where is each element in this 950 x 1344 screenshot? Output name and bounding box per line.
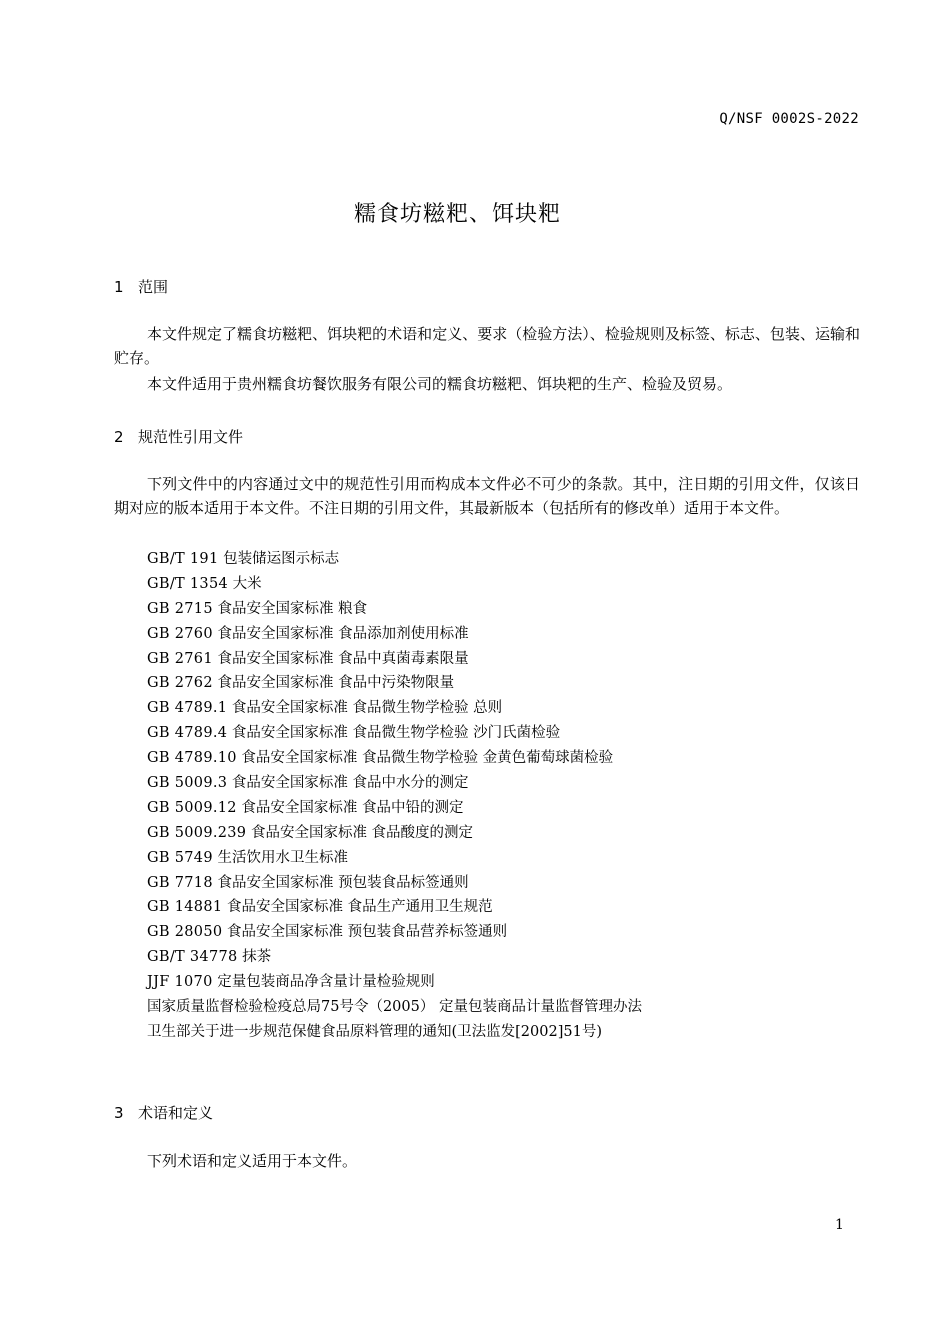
list-item xyxy=(147,696,642,721)
list-item xyxy=(147,647,642,672)
reference-code: GB 2761 xyxy=(147,650,213,667)
reference-code: GB/T 1354 xyxy=(147,575,229,592)
document-code: Q/NSF 0002S-2022 xyxy=(719,111,859,127)
reference-title: 卫生部关于进一步规范保健食品原料管理的通知(卫法监发[2002]51号) xyxy=(147,1023,602,1040)
list-item xyxy=(147,771,642,796)
section-title: 术语和定义 xyxy=(138,1104,214,1122)
list-item xyxy=(147,1020,642,1045)
section-title: 规范性引用文件 xyxy=(138,428,244,446)
reference-title: 食品安全国家标准 预包装食品营养标签通则 xyxy=(226,924,508,941)
reference-title: 食品安全国家标准 食品微生物学检验 总则 xyxy=(231,700,503,717)
reference-title: 生活饮用水卫生标准 xyxy=(217,849,348,866)
references-intro: 下列文件中的内容通过文中的规范性引用而构成本文件必不可少的条款。其中，注日期的引用文件，仅该日期对应的版本适用于本文件。不注日期的引用文件，其最新版本（包括所有的修改单）适用于本文件。 xyxy=(114,475,860,517)
reference-title: 食品安全国家标准 食品中铅的测定 xyxy=(241,799,464,816)
reference-title: 食品安全国家标准 食品生产通用卫生规范 xyxy=(226,899,493,916)
terms-intro: 下列术语和定义适用于本文件。 xyxy=(147,1152,358,1170)
scope-paragraph-1: 本文件规定了糯食坊糍粑、饵块粑的术语和定义、要求（检验方法）、检验规则及标签、标志、包装、运输和贮存。 xyxy=(114,325,860,367)
section-number: 2 xyxy=(114,428,124,446)
reference-code: GB 5009.239 xyxy=(147,824,247,841)
reference-code: GB 7718 xyxy=(147,874,213,891)
page-number: 1 xyxy=(835,1217,844,1233)
reference-title: 大米 xyxy=(232,575,262,592)
list-item xyxy=(147,547,642,572)
reference-code: GB 4789.1 xyxy=(147,700,228,717)
reference-title: 食品安全国家标准 食品微生物学检验 沙门氏菌检验 xyxy=(231,725,561,742)
reference-title: 食品安全国家标准 食品添加剂使用标准 xyxy=(217,625,469,642)
reference-title: 食品安全国家标准 粮食 xyxy=(217,600,368,617)
section-number: 1 xyxy=(114,278,124,296)
reference-code: GB/T 34778 xyxy=(147,949,238,966)
list-item xyxy=(147,821,642,846)
section-number: 3 xyxy=(114,1104,124,1122)
list-item xyxy=(147,945,642,970)
list-item xyxy=(147,622,642,647)
reference-title: 国家质量监督检验检疫总局75号令（2005） 定量包装商品计量监督管理办法 xyxy=(147,999,642,1016)
list-item xyxy=(147,846,642,871)
reference-code: GB/T 191 xyxy=(147,551,219,567)
list-item xyxy=(147,796,642,821)
document-title: 糯食坊糍粑、饵块粑 xyxy=(353,202,561,227)
list-item xyxy=(147,721,642,746)
reference-code: GB 5749 xyxy=(147,849,213,866)
list-item xyxy=(147,746,642,771)
section-heading-terms xyxy=(114,1102,213,1123)
reference-list xyxy=(147,547,642,1045)
reference-code: GB 2762 xyxy=(147,675,213,692)
reference-code: GB 5009.12 xyxy=(147,799,237,816)
reference-code: GB 2760 xyxy=(147,625,213,642)
reference-title: 食品安全国家标准 食品微生物学检验 金黄色葡萄球菌检验 xyxy=(241,750,614,767)
section-heading-references xyxy=(114,426,243,447)
reference-code: GB 4789.4 xyxy=(147,725,228,742)
list-item xyxy=(147,970,642,995)
list-item xyxy=(147,597,642,622)
reference-title: 食品安全国家标准 食品中水分的测定 xyxy=(231,775,469,792)
reference-title: 食品安全国家标准 食品酸度的测定 xyxy=(250,824,474,841)
reference-code: GB 28050 xyxy=(147,924,223,941)
list-item xyxy=(147,895,642,920)
list-item xyxy=(147,871,642,896)
list-item xyxy=(147,671,642,696)
reference-code: JJF 1070 xyxy=(147,974,213,991)
reference-title: 包装储运图示标志 xyxy=(223,551,340,567)
reference-title: 抹茶 xyxy=(242,949,272,966)
reference-title: 食品安全国家标准 食品中污染物限量 xyxy=(217,675,455,692)
scope-paragraph-2: 本文件适用于贵州糯食坊餐饮服务有限公司的糯食坊糍粑、饵块粑的生产、检验及贸易。 xyxy=(147,375,733,393)
reference-code: GB 14881 xyxy=(147,899,223,916)
reference-code: GB 4789.10 xyxy=(147,750,237,767)
list-item xyxy=(147,920,642,945)
section-heading-scope xyxy=(114,276,168,297)
section-title: 范围 xyxy=(138,278,169,296)
reference-title: 食品安全国家标准 预包装食品标签通则 xyxy=(217,874,469,891)
list-item xyxy=(147,572,642,597)
reference-code: GB 2715 xyxy=(147,600,213,617)
reference-title: 食品安全国家标准 食品中真菌毒素限量 xyxy=(217,650,469,667)
reference-title: 定量包装商品净含量计量检验规则 xyxy=(217,974,435,991)
reference-code: GB 5009.3 xyxy=(147,775,228,792)
list-item xyxy=(147,995,642,1020)
